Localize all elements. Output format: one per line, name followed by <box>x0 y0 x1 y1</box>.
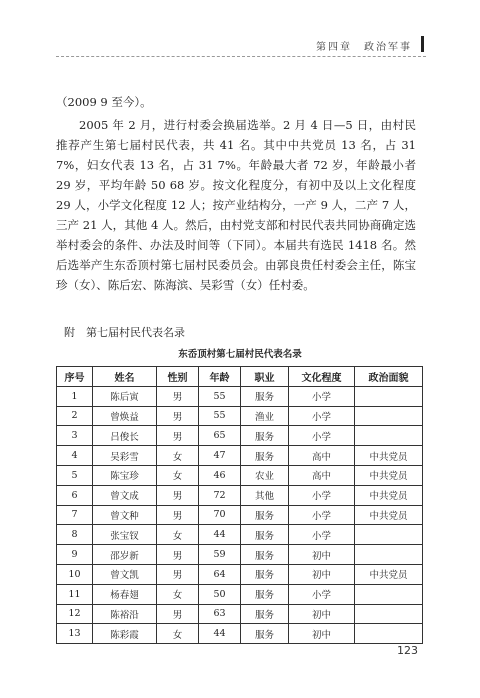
table-row <box>57 505 423 525</box>
table-cell: 初中 <box>289 624 355 644</box>
table-cell: 小学 <box>289 485 355 505</box>
table-header-row <box>57 367 423 387</box>
table-cell: 9 <box>57 545 93 565</box>
table-cell: 陈宝珍 <box>93 465 157 485</box>
appendix-heading: 附 第七届村民代表名录 <box>64 326 185 339</box>
table-cell: 服务 <box>241 545 289 565</box>
table-cell: 男 <box>157 545 199 565</box>
table-cell: 44 <box>199 525 241 545</box>
table-cell: 55 <box>199 406 241 426</box>
table-cell: 服务 <box>241 564 289 584</box>
table-cell: 陈后寅 <box>93 386 157 406</box>
table-cell: 陈裕沿 <box>93 604 157 624</box>
table-cell: 女 <box>157 465 199 485</box>
table-cell: 吴彩雪 <box>93 446 157 466</box>
table-cell: 55 <box>199 386 241 406</box>
table-cell: 男 <box>157 505 199 525</box>
table-cell: 小学 <box>289 406 355 426</box>
table-row <box>57 584 423 604</box>
table-cell: 渔业 <box>241 406 289 426</box>
table-cell: 初中 <box>289 564 355 584</box>
table-cell <box>355 545 423 565</box>
table-cell: 70 <box>199 505 241 525</box>
table-cell: 曾文种 <box>93 505 157 525</box>
column-header: 政治面貌 <box>355 367 423 387</box>
table-cell: 服务 <box>241 446 289 466</box>
table-cell: 8 <box>57 525 93 545</box>
column-header: 年龄 <box>199 367 241 387</box>
column-header: 性别 <box>157 367 199 387</box>
page-number: 123 <box>397 644 418 657</box>
table-cell: 72 <box>199 485 241 505</box>
table-row <box>57 446 423 466</box>
table-cell <box>355 604 423 624</box>
table-cell: 女 <box>157 446 199 466</box>
table-row <box>57 624 423 644</box>
table-cell: 女 <box>157 584 199 604</box>
table-row <box>57 485 423 505</box>
table-cell: 吕俊长 <box>93 426 157 446</box>
table-cell <box>355 584 423 604</box>
table-cell: 高中 <box>289 465 355 485</box>
table-cell: 50 <box>199 584 241 604</box>
table-cell: 高中 <box>289 446 355 466</box>
table-cell: 小学 <box>289 426 355 446</box>
table-cell: 男 <box>157 485 199 505</box>
page-header <box>0 38 480 52</box>
table-cell: 12 <box>57 604 93 624</box>
table-row <box>57 525 423 545</box>
table-cell: 服务 <box>241 426 289 446</box>
table-cell: 男 <box>157 604 199 624</box>
table-cell: 64 <box>199 564 241 584</box>
table-cell: 服务 <box>241 525 289 545</box>
table-cell: 小学 <box>289 505 355 525</box>
table-cell: 服务 <box>241 604 289 624</box>
table-row <box>57 465 423 485</box>
table-cell: 男 <box>157 426 199 446</box>
table-cell: 服务 <box>241 386 289 406</box>
table-cell: 46 <box>199 465 241 485</box>
table-row <box>57 545 423 565</box>
table-cell: 1 <box>57 386 93 406</box>
table-cell: 7 <box>57 505 93 525</box>
table-cell: 13 <box>57 624 93 644</box>
table-cell <box>355 525 423 545</box>
table-cell: 男 <box>157 406 199 426</box>
header-divider <box>56 56 426 57</box>
paragraph-election: 2005 年 2 月，进行村委会换届选举。2 月 4 日—5 日，由村民推荐产生第七届村民代表，共 41 名。其中中共党员 13 名，占 31 7%，妇女代表 13 名，占 31 7%。年龄最大者 72 岁，年龄最小者 29 岁，平均年龄 50 68 岁。按文化程度分，有初中及以上文化程度 29 人，小学文化程度 12 人；按产业结构分，一产 9 人，二产 7 人，三产 21 人，其他 4 人。然后，由村党支部和村民代表共同协商确定选举村委会的条件、办法及时间等（下同）。本届共有选民 1418 名。然后选举产生东岙顶村第七届村民委员会。由郭良贵任村委会主任，陈宝珍（女）、陈后宏、陈海滨、吴彩雪（女）任村委。 <box>56 118 416 292</box>
chapter-title: 第四章 政治军事 <box>316 42 412 53</box>
table-cell: 杨春翅 <box>93 584 157 604</box>
table-cell: 男 <box>157 564 199 584</box>
table-cell: 曾焕益 <box>93 406 157 426</box>
table-cell: 中共党员 <box>355 564 423 584</box>
paragraph-date: （2009 9 至今）。 <box>56 95 152 109</box>
table-cell: 2 <box>57 406 93 426</box>
header-bar <box>421 36 424 52</box>
table-cell: 女 <box>157 624 199 644</box>
table-cell: 10 <box>57 564 93 584</box>
table-cell: 服务 <box>241 584 289 604</box>
table-cell: 44 <box>199 624 241 644</box>
table-row <box>57 564 423 584</box>
representatives-table <box>56 366 423 644</box>
table-cell: 初中 <box>289 604 355 624</box>
table-cell: 中共党员 <box>355 446 423 466</box>
table-cell: 4 <box>57 446 93 466</box>
table-cell: 陈彩霞 <box>93 624 157 644</box>
table-cell: 小学 <box>289 525 355 545</box>
table-cell: 47 <box>199 446 241 466</box>
table-row <box>57 426 423 446</box>
table-row <box>57 604 423 624</box>
table-cell: 中共党员 <box>355 465 423 485</box>
column-header: 职业 <box>241 367 289 387</box>
table-cell: 曾文凯 <box>93 564 157 584</box>
table-cell: 63 <box>199 604 241 624</box>
table-cell: 6 <box>57 485 93 505</box>
column-header: 文化程度 <box>289 367 355 387</box>
table-cell <box>355 624 423 644</box>
table-cell <box>355 386 423 406</box>
table-cell: 中共党员 <box>355 505 423 525</box>
table-cell: 服务 <box>241 624 289 644</box>
table-cell: 小学 <box>289 386 355 406</box>
table-cell <box>355 426 423 446</box>
table-cell: 中共党员 <box>355 485 423 505</box>
table-title: 东岙顶村第七届村民代表名录 <box>178 349 302 360</box>
table-cell: 65 <box>199 426 241 446</box>
table-cell: 服务 <box>241 505 289 525</box>
table-cell: 59 <box>199 545 241 565</box>
table-cell: 曾文成 <box>93 485 157 505</box>
column-header: 序号 <box>57 367 93 387</box>
table-row <box>57 386 423 406</box>
table-cell: 11 <box>57 584 93 604</box>
table-cell: 张宝钗 <box>93 525 157 545</box>
table-cell <box>355 406 423 426</box>
table-cell: 小学 <box>289 584 355 604</box>
table-cell: 农业 <box>241 465 289 485</box>
table-cell: 其他 <box>241 485 289 505</box>
table-cell: 3 <box>57 426 93 446</box>
table-cell: 女 <box>157 525 199 545</box>
table-cell: 男 <box>157 386 199 406</box>
table-cell: 初中 <box>289 545 355 565</box>
column-header: 姓名 <box>93 367 157 387</box>
table-row <box>57 406 423 426</box>
table-cell: 5 <box>57 465 93 485</box>
table-cell: 邵岁新 <box>93 545 157 565</box>
